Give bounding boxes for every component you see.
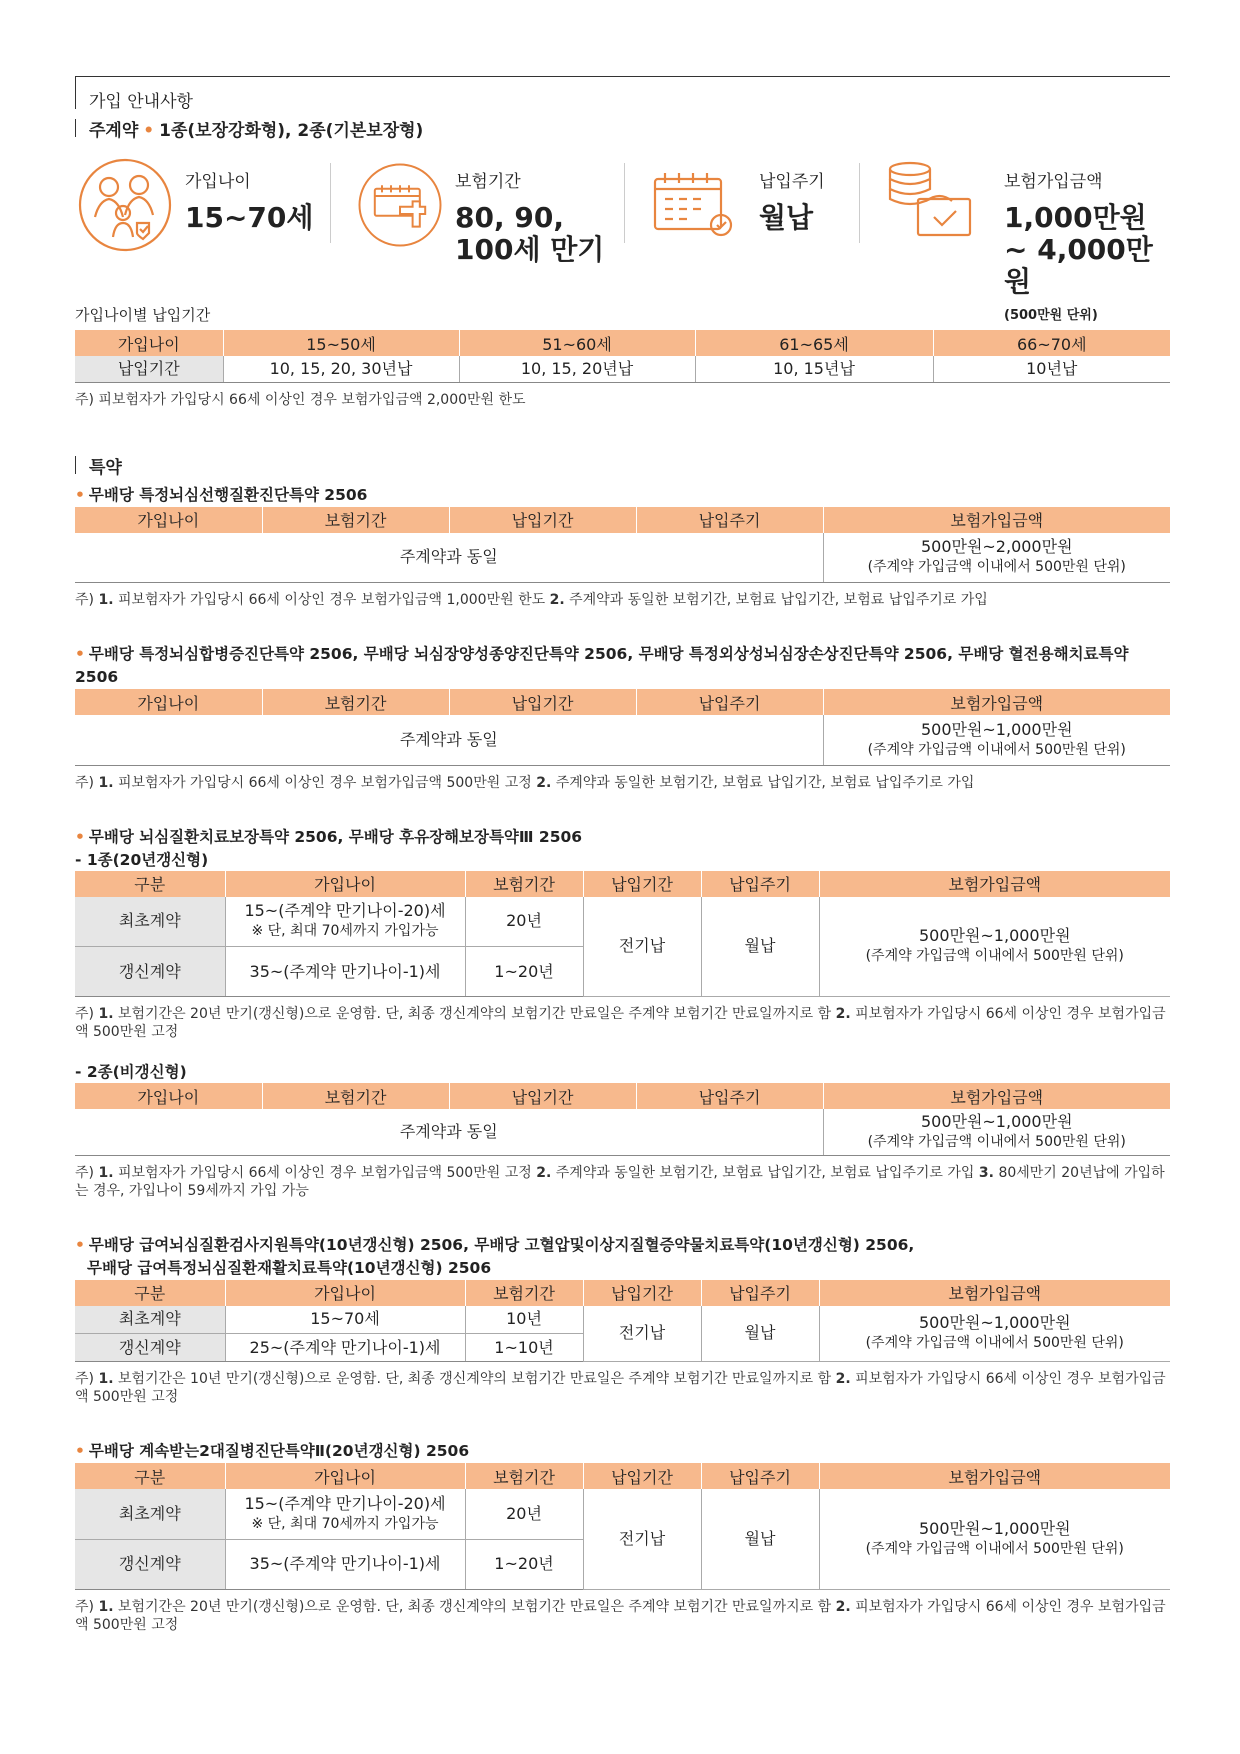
table-cell: 갱신계약 bbox=[75, 947, 225, 997]
table-header: 가입나이 bbox=[225, 871, 465, 897]
rider-5-title: • 무배당 계속받는2대질병진단특약Ⅱ(20년갱신형) 2506 bbox=[75, 1442, 470, 1460]
rider-1-table bbox=[75, 507, 1170, 584]
rider-3-title: • 무배당 뇌심질환치료보장특약 2506, 무배당 후유장해보장특약Ⅲ 2506 bbox=[75, 827, 583, 846]
calendar-pay-icon bbox=[649, 155, 749, 255]
table-header: 납입기간 bbox=[449, 1083, 636, 1109]
overview-value: 월납 bbox=[759, 201, 814, 234]
table-header: 61~65세 bbox=[695, 330, 933, 356]
family-icon bbox=[75, 155, 175, 255]
period-by-age-title: 가입나이별 납입기간 bbox=[75, 306, 211, 324]
table-header: 보험기간 bbox=[262, 1083, 449, 1109]
table-header: 가입나이 bbox=[75, 330, 223, 356]
table-cell: 15~70세 bbox=[225, 1306, 465, 1334]
table-cell: 1~20년 bbox=[465, 947, 583, 997]
table-header: 납입주기 bbox=[636, 689, 823, 715]
main-contract-title: 주계약 • 1종(보장강화형), 2종(기본보장형) bbox=[75, 116, 1170, 141]
table-cell: 15~(주계약 만기나이-20)세 ※ 단, 최대 70세까지 가입가능 bbox=[225, 1489, 465, 1539]
overview-label: 가입나이 bbox=[185, 172, 251, 192]
table-cell: 갱신계약 bbox=[75, 1539, 225, 1589]
amount-cell: 500만원~1,000만원 (주계약 가입금액 이내에서 500만원 단위) bbox=[819, 1306, 1170, 1362]
overview-age bbox=[75, 155, 331, 300]
table-header: 납입주기 bbox=[636, 507, 823, 533]
table-cell: 최초계약 bbox=[75, 1489, 225, 1539]
table-cell: 주계약과 동일 bbox=[75, 715, 823, 765]
table-header: 납입기간 bbox=[449, 689, 636, 715]
overview-note: (500만원 단위) bbox=[1004, 308, 1098, 323]
rider-4-title: • 무배당 급여뇌심질환검사지원특약(10년갱신형) 2506, 무배당 고혈압및이상지질혈증약물치료특약(10년갱신형) 2506, 무배당 급여특정뇌심질환재활치료특약(10년갱신형) 2506 bbox=[75, 1235, 915, 1277]
table-cell: 월납 bbox=[701, 1306, 819, 1362]
rider-5-note: 주) 1. 보험기간은 20년 만기(갱신형)으로 운영함. 단, 최종 갱신계약의 보험기간 만료일은 주계약 보험기간 만료일까지로 함 2. 피보험자가 가입당시 66세 이상인 경우 보험가입금액 500만원 고정 bbox=[75, 1598, 1166, 1633]
table-header: 보험기간 bbox=[465, 871, 583, 897]
table-cell: 갱신계약 bbox=[75, 1334, 225, 1362]
overview-label: 납입주기 bbox=[759, 172, 825, 192]
section-title: 가입 안내사항 bbox=[75, 76, 1170, 116]
overview-period bbox=[331, 155, 625, 300]
table-header: 납입주기 bbox=[701, 871, 819, 897]
rider-3-note-2: 주) 1. 피보험자가 가입당시 66세 이상인 경우 보험가입금액 500만원 고정 2. 주계약과 동일한 보험기간, 보험료 납입기간, 보험료 납입주기로 가입 3. 80세만기 20년납에 가입하는 경우, 가입나이 59세까지 가입 가능 bbox=[75, 1164, 1165, 1199]
table-cell: 최초계약 bbox=[75, 897, 225, 947]
coins-check-icon bbox=[884, 155, 994, 255]
table-cell: 35~(주계약 만기나이-1)세 bbox=[225, 947, 465, 997]
rider-3-sub2: - 2종(비갱신형) bbox=[75, 1063, 187, 1081]
rider-1-note: 주) 1. 피보험자가 가입당시 66세 이상인 경우 보험가입금액 1,000만원 한도 2. 주계약과 동일한 보험기간, 보험료 납입기간, 보험료 납입주기로 가입 bbox=[75, 592, 988, 608]
table-header: 51~60세 bbox=[459, 330, 695, 356]
overview-value: 80, 90, 100세 만기 bbox=[455, 201, 605, 266]
table-header: 66~70세 bbox=[933, 330, 1170, 356]
table-header: 보험기간 bbox=[262, 689, 449, 715]
riders-title: 특약 bbox=[75, 453, 1170, 478]
amount-cell: 500만원~1,000만원 (주계약 가입금액 이내에서 500만원 단위) bbox=[823, 1109, 1170, 1155]
overview-label: 보험가입금액 bbox=[1004, 172, 1103, 192]
table-header: 가입나이 bbox=[225, 1463, 465, 1489]
amount-cell: 500만원~1,000만원 (주계약 가입금액 이내에서 500만원 단위) bbox=[819, 897, 1170, 997]
rider-3-table-2 bbox=[75, 1083, 1170, 1156]
table-cell: 주계약과 동일 bbox=[75, 533, 823, 583]
table-header: 납입기간 bbox=[583, 1463, 701, 1489]
table-header: 15~50세 bbox=[223, 330, 459, 356]
table-cell: 전기납 bbox=[583, 1489, 701, 1589]
table-header: 납입기간 bbox=[583, 871, 701, 897]
rider-2-table bbox=[75, 689, 1170, 766]
table-cell: 15~(주계약 만기나이-20)세 ※ 단, 최대 70세까지 가입가능 bbox=[225, 897, 465, 947]
table-cell: 전기납 bbox=[583, 1306, 701, 1362]
table-cell: 10, 15, 20, 30년납 bbox=[223, 356, 459, 382]
table-cell: 10, 15년납 bbox=[695, 356, 933, 382]
table-cell: 20년 bbox=[465, 897, 583, 947]
table-cell: 주계약과 동일 bbox=[75, 1109, 823, 1155]
table-header: 보험기간 bbox=[465, 1463, 583, 1489]
table-cell: 10년 bbox=[465, 1306, 583, 1334]
table-cell: 25~(주계약 만기나이-1)세 bbox=[225, 1334, 465, 1362]
overview-cycle bbox=[625, 155, 860, 300]
table-header: 구분 bbox=[75, 1280, 225, 1306]
table-header: 납입주기 bbox=[701, 1463, 819, 1489]
period-by-age-table bbox=[75, 330, 1170, 383]
table-header: 가입나이 bbox=[225, 1280, 465, 1306]
rider-1-title: • 무배당 특정뇌심선행질환진단특약 2506 bbox=[75, 485, 368, 504]
calendar-plus-icon bbox=[355, 155, 445, 255]
table-cell: 납입기간 bbox=[75, 356, 223, 382]
rider-4-note: 주) 1. 보험기간은 10년 만기(갱신형)으로 운영함. 단, 최종 갱신계약의 보험기간 만료일은 주계약 보험기간 만료일까지로 함 2. 피보험자가 가입당시 66세 이상인 경우 보험가입금액 500만원 고정 bbox=[75, 1371, 1166, 1405]
rider-3-note-1: 주) 1. 보험기간은 20년 만기(갱신형)으로 운영함. 단, 최종 갱신계약의 보험기간 만료일은 주계약 보험기간 만료일까지로 함 2. 피보험자가 가입당시 66세 이상인 경우 보험가입금액 500만원 고정 bbox=[75, 1006, 1166, 1040]
table-header: 보험기간 bbox=[465, 1280, 583, 1306]
table-header: 보험기간 bbox=[262, 507, 449, 533]
table-header: 보험가입금액 bbox=[823, 1083, 1170, 1109]
amount-cell: 500만원~2,000만원 (주계약 가입금액 이내에서 500만원 단위) bbox=[823, 533, 1170, 583]
table-header: 납입기간 bbox=[449, 507, 636, 533]
rider-3-table-1 bbox=[75, 871, 1170, 998]
table-cell: 최초계약 bbox=[75, 1306, 225, 1334]
overview-amount bbox=[860, 155, 1170, 323]
table-header: 납입기간 bbox=[583, 1280, 701, 1306]
rider-2-note: 주) 1. 피보험자가 가입당시 66세 이상인 경우 보험가입금액 500만원 고정 2. 주계약과 동일한 보험기간, 보험료 납입기간, 보험료 납입주기로 가입 bbox=[75, 774, 975, 791]
rider-5-table bbox=[75, 1463, 1170, 1590]
table-cell: 월납 bbox=[701, 897, 819, 997]
table-cell: 전기납 bbox=[583, 897, 701, 997]
table-cell: 10, 15, 20년납 bbox=[459, 356, 695, 382]
table-cell: 35~(주계약 만기나이-1)세 bbox=[225, 1539, 465, 1589]
overview-value: 1,000만원~ 4,000만원 bbox=[1004, 201, 1153, 298]
table-header: 구분 bbox=[75, 871, 225, 897]
overview-value: 15~70세 bbox=[185, 201, 314, 234]
table-header: 가입나이 bbox=[75, 689, 262, 715]
overview-label: 보험기간 bbox=[455, 172, 521, 192]
table-header: 보험가입금액 bbox=[823, 507, 1170, 533]
table-header: 가입나이 bbox=[75, 1083, 262, 1109]
table-header: 구분 bbox=[75, 1463, 225, 1489]
table-header: 보험가입금액 bbox=[823, 689, 1170, 715]
table-header: 납입주기 bbox=[701, 1280, 819, 1306]
table-header: 가입나이 bbox=[75, 507, 262, 533]
table-header: 보험가입금액 bbox=[819, 871, 1170, 897]
rider-4-table bbox=[75, 1280, 1170, 1363]
table-cell: 월납 bbox=[701, 1489, 819, 1589]
table-cell: 1~20년 bbox=[465, 1539, 583, 1589]
main-note: 주) 피보험자가 가입당시 66세 이상인 경우 보험가입금액 2,000만원 한도 bbox=[75, 391, 526, 408]
table-header: 보험가입금액 bbox=[819, 1280, 1170, 1306]
table-cell: 10년납 bbox=[933, 356, 1170, 382]
bullet-dot: • bbox=[143, 121, 155, 141]
amount-cell: 500만원~1,000만원 (주계약 가입금액 이내에서 500만원 단위) bbox=[823, 715, 1170, 765]
table-header: 보험가입금액 bbox=[819, 1463, 1170, 1489]
amount-cell: 500만원~1,000만원 (주계약 가입금액 이내에서 500만원 단위) bbox=[819, 1489, 1170, 1589]
table-cell: 20년 bbox=[465, 1489, 583, 1539]
table-header: 납입주기 bbox=[636, 1083, 823, 1109]
rider-2-title: • 무배당 특정뇌심합병증진단특약 2506, 무배당 뇌심장양성종양진단특약 2506, 무배당 특정외상성뇌심장손상진단특약 2506, 무배당 혈전용해치료특약 2506 bbox=[75, 645, 1129, 686]
rider-3-sub1: - 1종(20년갱신형) bbox=[75, 850, 209, 869]
page bbox=[75, 76, 1170, 1634]
table-cell: 1~10년 bbox=[465, 1334, 583, 1362]
